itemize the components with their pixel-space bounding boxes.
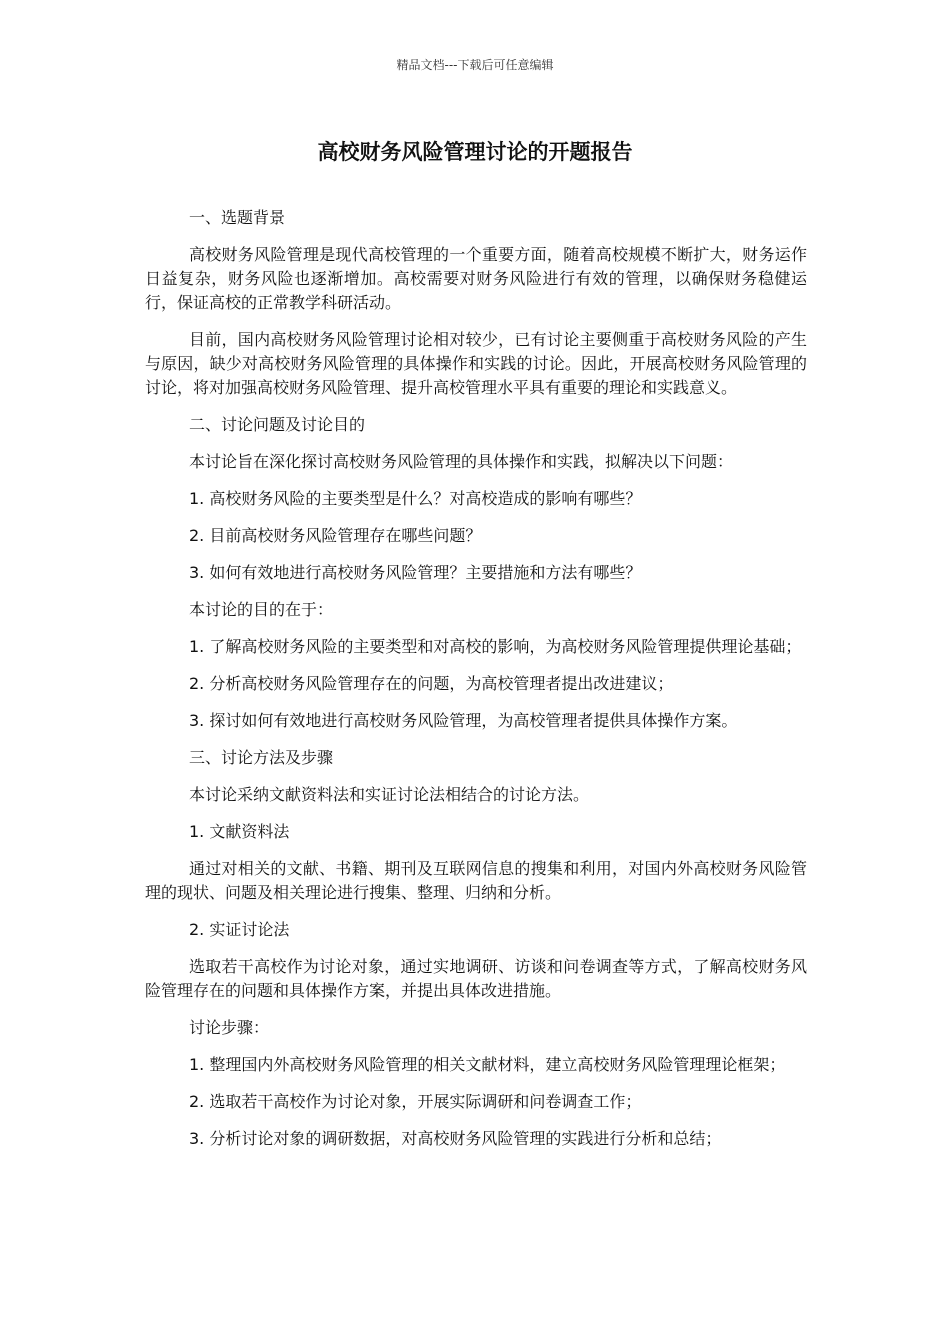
- paragraph: 高校财务风险管理是现代高校管理的一个重要方面，随着高校规模不断扩大，财务运作日益复杂，财务风险也逐渐增加。高校需要对财务风险进行有效的管理，以确保财务稳健运行，保证高校的正常教学科研活动。: [145, 245, 807, 312]
- list-item: 3. 探讨如何有效地进行高校财务风险管理，为高校管理者提供具体操作方案。: [189, 711, 738, 730]
- paragraph: 本讨论的目的在于：: [189, 600, 334, 619]
- paragraph: 本讨论采纳文献资料法和实证讨论法相结合的讨论方法。: [189, 785, 590, 804]
- section-heading-background: 一、选题背景: [189, 208, 286, 227]
- list-item: 2. 目前高校财务风险管理存在哪些问题？: [189, 526, 482, 545]
- paragraph: 选取若干高校作为讨论对象，通过实地调研、访谈和问卷调查等方式，了解高校财务风险管理存在的问题和具体操作方案，并提出具体改进措施。: [145, 957, 807, 1000]
- list-item: 2. 选取若干高校作为讨论对象，开展实际调研和问卷调查工作；: [189, 1092, 642, 1111]
- document-body: [145, 206, 807, 1164]
- section-heading-questions: 二、讨论问题及讨论目的: [189, 415, 366, 434]
- list-item: 3. 分析讨论对象的调研数据，对高校财务风险管理的实践进行分析和总结；: [189, 1129, 722, 1148]
- list-item: 1. 高校财务风险的主要类型是什么？对高校造成的影响有哪些？: [189, 489, 642, 508]
- paragraph: 讨论步骤：: [189, 1018, 270, 1037]
- list-item: 2. 实证讨论法: [189, 920, 290, 939]
- paragraph: 目前，国内高校财务风险管理讨论相对较少，已有讨论主要侧重于高校财务风险的产生与原因，缺少对高校财务风险管理的具体操作和实践的讨论。因此，开展高校财务风险管理的讨论，将对加强高校财务风险管理、提升高校管理水平具有重要的理论和实践意义。: [145, 330, 807, 397]
- document-title: 高校财务风险管理讨论的开题报告: [317, 140, 633, 164]
- paragraph: 本讨论旨在深化探讨高校财务风险管理的具体操作和实践，拟解决以下问题：: [189, 452, 734, 471]
- paragraph: 通过对相关的文献、书籍、期刊及互联网信息的搜集和利用，对国内外高校财务风险管理的现状、问题及相关理论进行搜集、整理、归纳和分析。: [145, 859, 807, 902]
- section-heading-methods: 三、讨论方法及步骤: [189, 748, 334, 767]
- list-item: 1. 文献资料法: [189, 822, 290, 841]
- list-item: 1. 整理国内外高校财务风险管理的相关文献材料，建立高校财务风险管理理论框架；: [189, 1055, 786, 1074]
- list-item: 1. 了解高校财务风险的主要类型和对高校的影响，为高校财务风险管理提供理论基础；: [189, 637, 802, 656]
- list-item: 2. 分析高校财务风险管理存在的问题，为高校管理者提出改进建议；: [189, 674, 674, 693]
- list-item: 3. 如何有效地进行高校财务风险管理？主要措施和方法有哪些？: [189, 563, 642, 582]
- page-header: 精品文档---下载后可任意编辑: [396, 58, 554, 72]
